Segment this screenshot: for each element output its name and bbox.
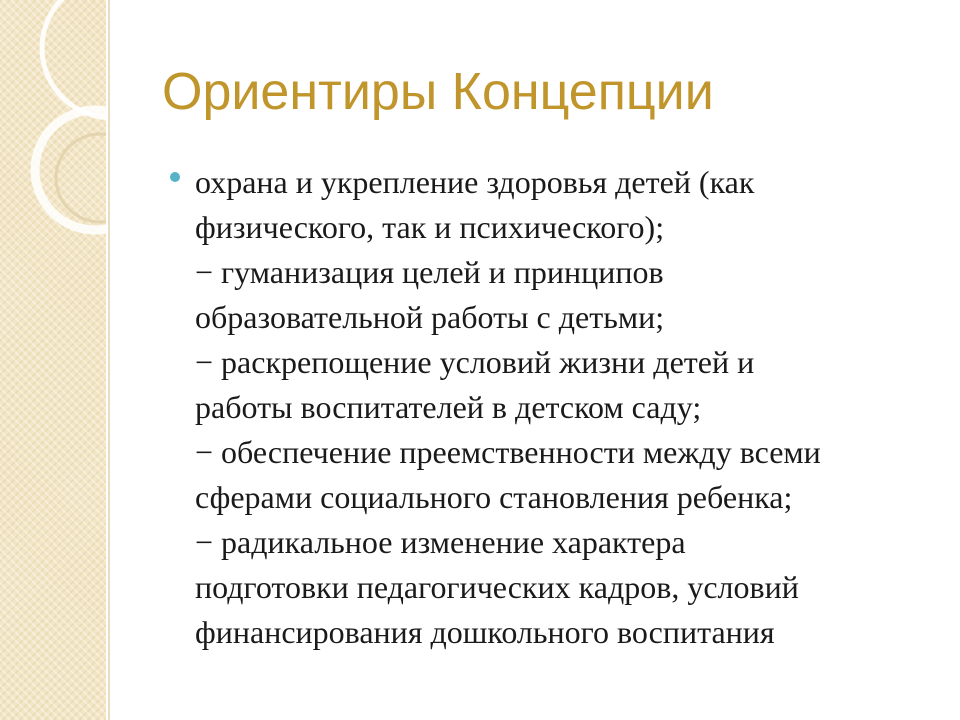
text-line: физического, так и психического); [195,209,665,245]
text-line: − обеспечение преемственности между всеми [195,434,821,470]
decorative-circles-icon [0,0,106,720]
bullet-icon [170,172,180,182]
strip-divider [108,0,110,720]
text-line: финансирования дошкольного воспитания [195,614,775,650]
slide-title: Ориентиры Концепции [162,63,714,121]
text-line: охрана и укрепление здоровья детей (как [195,164,755,200]
text-line: сферами социального становления ребенка; [195,479,793,515]
text-line: − гуманизация целей и принципов [195,254,664,290]
text-line: − радикальное изменение характера [195,524,686,560]
text-line: образовательной работы с детьми; [195,299,665,335]
text-line: подготовки педагогических кадров, условий [195,569,799,605]
decorative-side-strip [0,0,106,720]
text-line: − раскрепощение условий жизни детей и [195,344,755,380]
slide-content [170,160,940,655]
text-line: работы воспитателей в детском саду; [195,389,702,425]
bullet-text [195,160,940,655]
